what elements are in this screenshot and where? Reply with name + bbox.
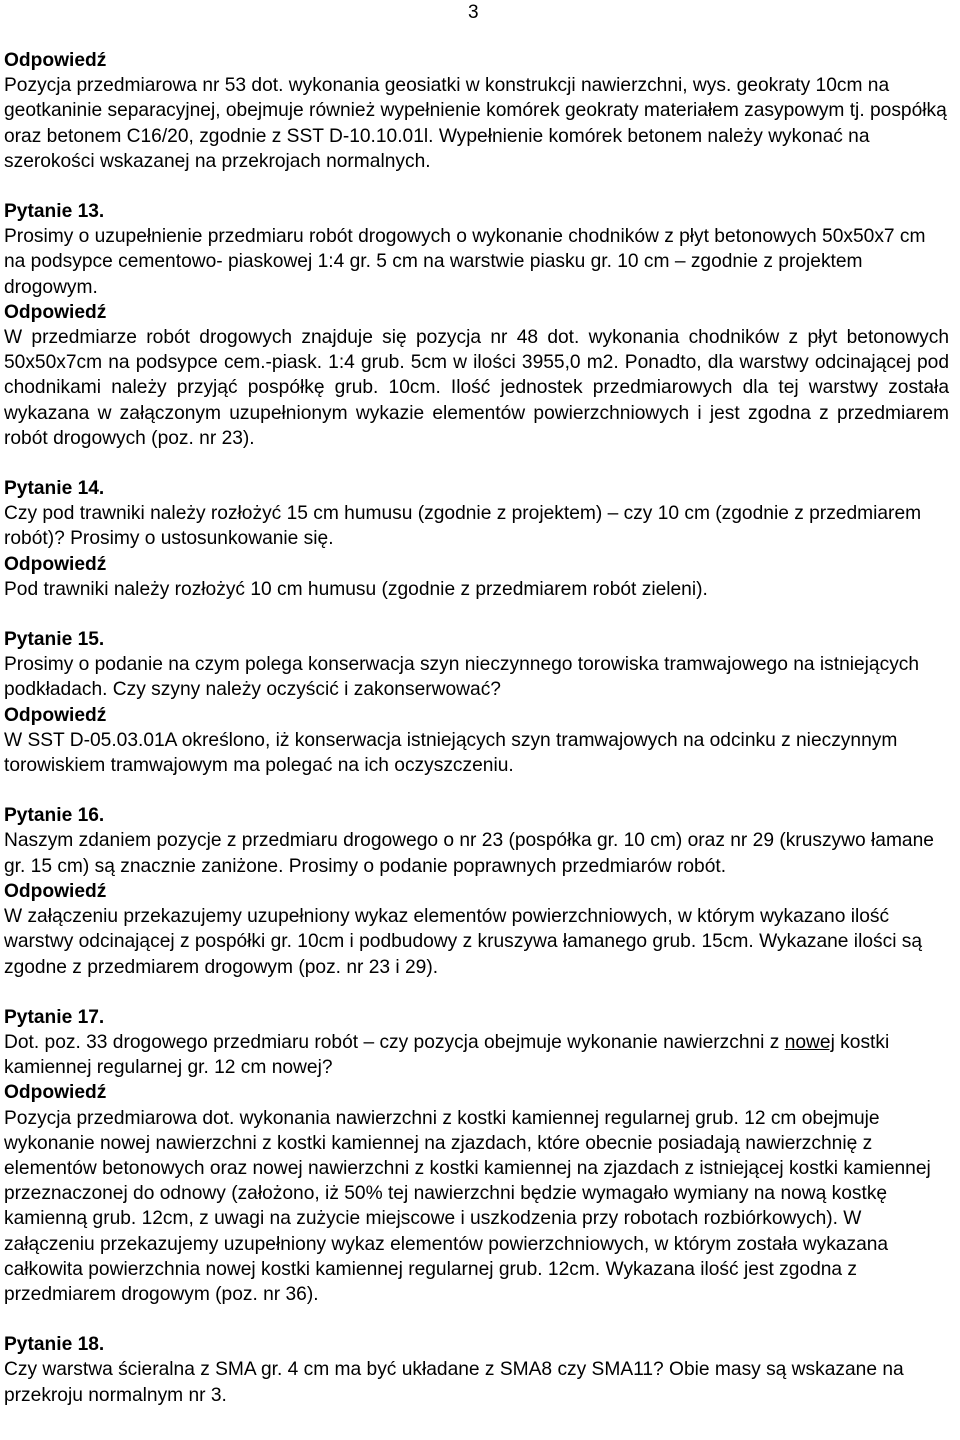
answer-label: Odpowiedź [4, 704, 107, 726]
answer-label: Odpowiedź [4, 880, 107, 902]
question-title: Pytanie 15. [4, 629, 105, 651]
answer-text: W SST D-05.03.01A określono, iż konserwacja istniejących szyn tramwajowych na odcinku z nieczynnym torowiskiem tramwajowym ma polegać na ich oczyszczeniu. [4, 729, 898, 777]
question-text: Naszym zdaniem pozycje z przedmiaru drogowego o nr 23 (pospółka gr. 10 cm) oraz nr 29 (kruszywo łamane gr. 15 cm) są znacznie zaniżone. Prosimy o podanie poprawnych przedmiarów robót. [4, 830, 934, 877]
question-title: Pytanie 17. [4, 1006, 105, 1028]
question-text: Prosimy o uzupełnienie przedmiaru robót drogowych o wykonanie chodników z płyt betonowych 50x50x7 cm na podsypce cementowo- piaskowej 1:4 gr. 5 cm na warstwie piasku gr. 10 cm – zgodnie z projektem drogowym. [4, 226, 926, 298]
document-body [4, 48, 949, 1408]
question-text-part: kostki kamiennej regularnej gr. 12 cm nowej? [4, 1031, 890, 1079]
question-text: Czy pod trawniki należy rozłożyć 15 cm humusu (zgodnie z projektem) – czy 10 cm (zgodnie z przedmiarem robót)? Prosimy o ustosunkowanie się. [4, 503, 922, 550]
answer-label: Odpowiedź [4, 553, 107, 575]
answer-label: Odpowiedź [4, 301, 107, 323]
answer-label: Odpowiedź [4, 1082, 107, 1104]
question-text: Prosimy o podanie na czym polega konserwacja szyn nieczynnego torowiska tramwajowego na istniejących podkładach. Czy szyny należy oczyścić i zakonserwować? [4, 654, 920, 701]
question-title: Pytanie 18. [4, 1334, 105, 1356]
question-text [4, 1030, 949, 1080]
answer-text: Pod trawniki należy rozłożyć 10 cm humusu (zgodnie z przedmiarem robót zieleni). [4, 578, 708, 600]
question-title: Pytanie 16. [4, 805, 105, 827]
answer-label: Odpowiedź [4, 50, 107, 71]
question-title: Pytanie 14. [4, 478, 105, 500]
answer-text: Pozycja przedmiarowa dot. wykonania nawierzchni z kostki kamiennej regularnej grub. 12 cm obejmuje wykonanie nowej nawierzchni z kostki kamiennej na zjazdach, które obecnie posiadają nawierzchnię z elementów betonowych oraz nowej nawierzchni z kostki kamiennej na zjazdach z istniejącej kostki kamiennej przeznaczonej do odnowy (założono, iż 50% tej nawierzchni będzie wymagało wymiany na nową kostkę kamienną grub. 12cm, z uwagi na zużycie miejscowe i uszkodzenia przy robotach rozbiórkowych). W załączeniu przekazujemy uzupełniony wykaz elementów powierzchniowych, w którym została wykazana całkowita powierzchnia nowej kostki kamiennej regularnej grub. 12cm. Wykazana ilość jest zgodna z przedmiarem drogowym (poz. nr 36). [4, 1107, 931, 1305]
question-title: Pytanie 13. [4, 201, 105, 223]
answer-text: Pozycja przedmiarowa nr 53 dot. wykonania geosiatki w konstrukcji nawierzchni, wys. geokraty 10cm na geotkaninie separacyjnej, obejmuje również wypełnienie komórek geokraty materiałem zasypowym tj. pospółką oraz betonem C16/20, zgodnie z SST D-10.10.01l. Wypełnienie komórek betonem należy wykonać na szerokości wskazanej na przekrojach normalnych. [4, 75, 947, 172]
answer-text: W załączeniu przekazujemy uzupełniony wykaz elementów powierzchniowych, w którym wykazano ilość warstwy odcinającej z pospółki gr. 10cm i podbudowy z kruszywa łamanego grub. 15cm. Wykazane ilości są zgodne z przedmiarem drogowym (poz. nr 23 i 29). [4, 906, 923, 978]
underlined-word: nowej [784, 1031, 835, 1053]
question-text-part: Dot. poz. 33 drogowego przedmiaru robót – czy pozycja obejmuje wykonanie nawierzchni z [4, 1031, 785, 1053]
page-number: 3 [468, 2, 479, 23]
answer-text: W przedmiarze robót drogowych znajduje się pozycja nr 48 dot. wykonania chodników z płyt betonowych 50x50x7cm na podsypce cem.-piask. 1:4 grub. 5cm w ilości 3955,0 m2. Ponadto, dla warstwy odcinającej pod chodnikami należy przyjąć pospółkę grub. 10cm. Ilość jednostek przedmiarowych dla tej warstwy została wykazana w załączonym uzupełnionym wykazie elementów powierzchniowych i jest zgodna z przedmiarem robót drogowych (poz. nr 23). [4, 327, 949, 449]
question-text: Czy warstwa ścieralna z SMA gr. 4 cm ma być układane z SMA8 czy SMA11? Obie masy są wskazane na przekroju normalnym nr 3. [4, 1359, 904, 1406]
